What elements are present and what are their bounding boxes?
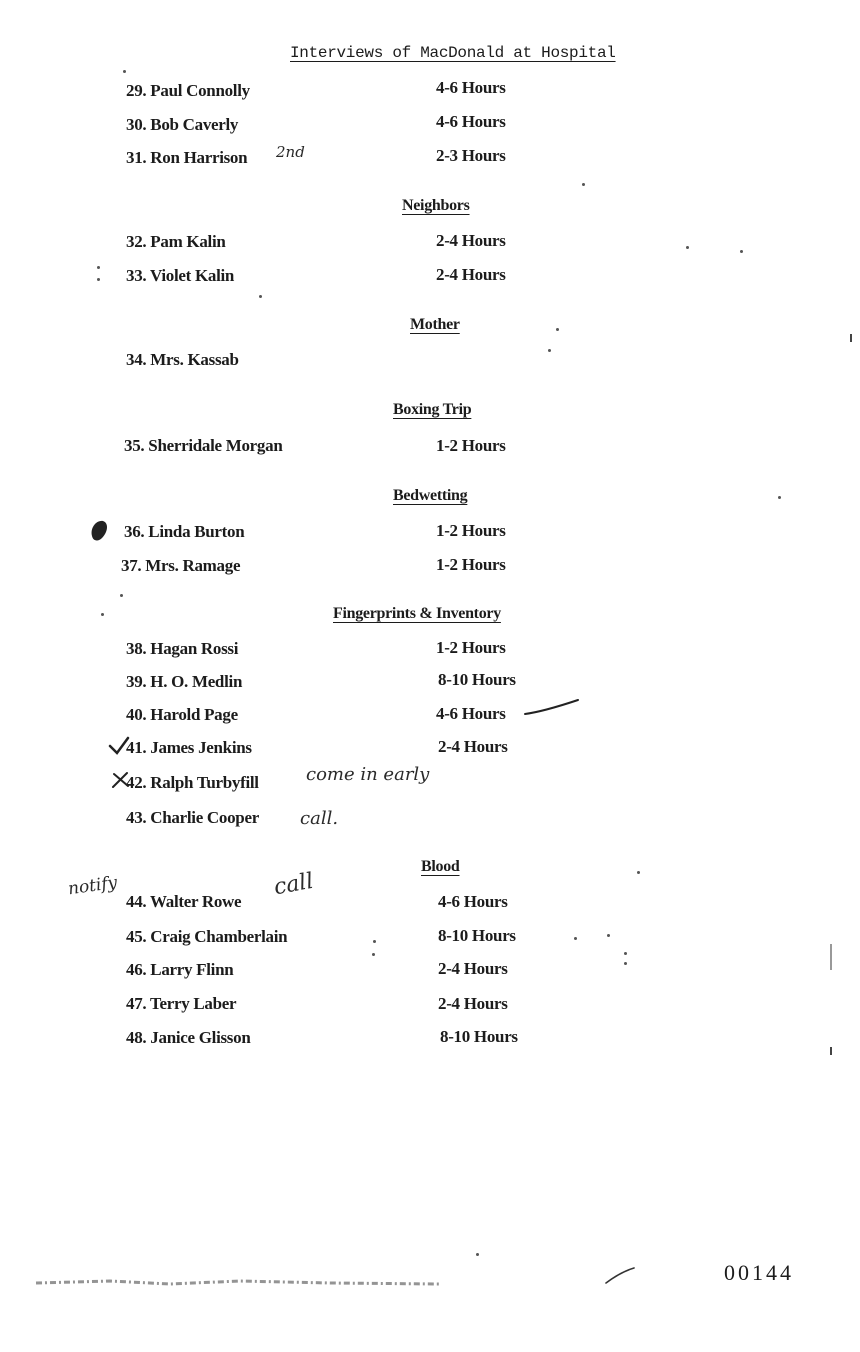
list-item-hours: 4-6 Hours <box>436 78 506 97</box>
speck <box>624 952 627 955</box>
speck <box>97 266 100 269</box>
section-heading-fingerprints: Fingerprints & Inventory <box>333 605 501 622</box>
speck <box>476 1253 479 1256</box>
list-item-name: 43. Charlie Cooper <box>126 808 259 827</box>
pen-line <box>525 700 578 714</box>
speck <box>97 278 100 281</box>
speck <box>548 349 551 352</box>
speck <box>556 328 559 331</box>
list-item-name: 37. Mrs. Ramage <box>121 556 241 575</box>
speck <box>778 496 781 499</box>
margin-note: notify <box>66 872 119 900</box>
speck <box>582 183 585 186</box>
list-item-name: 38. Hagan Rossi <box>126 639 239 658</box>
speck <box>101 613 104 616</box>
list-item-name: 31. Ron Harrison <box>126 148 248 167</box>
speck <box>740 250 743 253</box>
list-item-hours: 2-4 Hours <box>438 959 508 978</box>
speck <box>259 295 262 298</box>
section-heading-blood: Blood <box>421 858 460 875</box>
list-item-hours: 8-10 Hours <box>438 670 516 689</box>
list-item-name: 29. Paul Connolly <box>126 81 250 100</box>
list-item-hours: 2-4 Hours <box>436 231 506 250</box>
check-mark <box>110 738 128 753</box>
list-item-hours: 4-6 Hours <box>436 704 506 723</box>
bullet-mark <box>92 521 107 541</box>
list-item-name: 34. Mrs. Kassab <box>126 350 239 369</box>
section-heading-boxing-trip: Boxing Trip <box>393 401 472 418</box>
list-item-name: 36. Linda Burton <box>124 522 245 541</box>
list-item-hours: 4-6 Hours <box>438 892 508 911</box>
speck <box>373 940 376 943</box>
list-item-hours: 2-4 Hours <box>438 994 508 1013</box>
bottom-scribble <box>36 1281 440 1284</box>
document-title: Interviews of MacDonald at Hospital <box>290 44 616 62</box>
handwritten-note: call. <box>300 808 339 829</box>
speck <box>120 594 123 597</box>
list-item-hours: 2-4 Hours <box>436 265 506 284</box>
list-item-hours: 1-2 Hours <box>436 436 506 455</box>
handwritten-note: come in early <box>306 764 430 785</box>
list-item-hours: 1-2 Hours <box>436 521 506 540</box>
speck <box>574 937 577 940</box>
speck <box>686 246 689 249</box>
x-mark <box>113 773 128 787</box>
list-item-name: 48. Janice Glisson <box>126 1028 251 1047</box>
list-item-hours: 8-10 Hours <box>438 926 516 945</box>
speck <box>123 70 126 73</box>
speck <box>637 871 640 874</box>
list-item-name: 46. Larry Flinn <box>126 960 234 979</box>
handwritten-note: call <box>272 868 316 901</box>
speck <box>607 934 610 937</box>
speck <box>372 953 375 956</box>
speck <box>624 962 627 965</box>
list-item-name: 44. Walter Rowe <box>126 892 242 911</box>
list-item-name: 45. Craig Chamberlain <box>126 927 288 946</box>
list-item-hours: 2-4 Hours <box>438 737 508 756</box>
list-item-hours: 4-6 Hours <box>436 112 506 131</box>
section-heading-neighbors: Neighbors <box>402 197 470 214</box>
list-item-hours: 1-2 Hours <box>436 638 506 657</box>
list-item-hours: 8-10 Hours <box>440 1027 518 1046</box>
list-item-name: 32. Pam Kalin <box>126 232 226 251</box>
list-item-hours: 1-2 Hours <box>436 555 506 574</box>
list-item-name: 30. Bob Caverly <box>126 115 239 134</box>
list-item-name: 47. Terry Laber <box>126 994 237 1013</box>
list-item-name: 33. Violet Kalin <box>126 266 235 285</box>
list-item-hours: 2-3 Hours <box>436 146 506 165</box>
pen-mark <box>606 1268 634 1283</box>
list-item-name: 35. Sherridale Morgan <box>124 436 283 455</box>
page-number: 00144 <box>724 1260 794 1285</box>
list-item-name: 42. Ralph Turbyfill <box>126 773 259 792</box>
list-item-name: 41. James Jenkins <box>126 738 252 757</box>
section-heading-bedwetting: Bedwetting <box>393 487 468 504</box>
list-item-name: 39. H. O. Medlin <box>126 672 243 691</box>
list-item-name: 40. Harold Page <box>126 705 238 724</box>
section-heading-mother: Mother <box>410 316 460 333</box>
handwritten-note: 2nd <box>276 143 305 161</box>
